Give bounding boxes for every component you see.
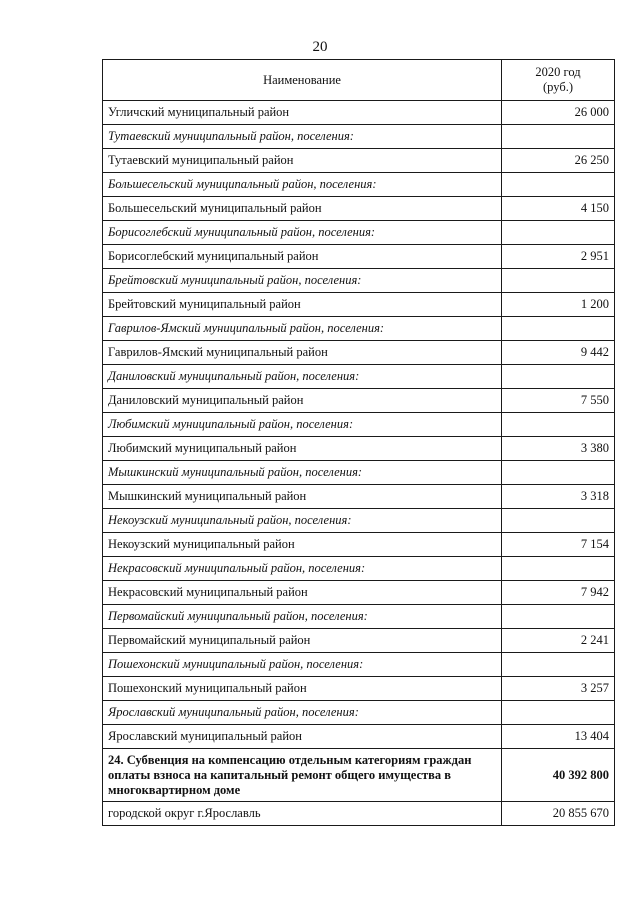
row-name: Большесельский муниципальный район — [103, 197, 502, 221]
row-value — [502, 173, 615, 197]
row-value: 2 241 — [502, 629, 615, 653]
table-row — [103, 293, 615, 317]
row-value: 4 150 — [502, 197, 615, 221]
row-name: Пошехонский муниципальный район, поселения: — [103, 653, 502, 677]
row-name: Даниловский муниципальный район, поселения: — [103, 365, 502, 389]
table-row — [103, 533, 615, 557]
row-name: Некрасовский муниципальный район — [103, 581, 502, 605]
row-name: Большесельский муниципальный район, поселения: — [103, 173, 502, 197]
row-name: Первомайский муниципальный район — [103, 629, 502, 653]
table-row — [103, 701, 615, 725]
row-name: Ярославский муниципальный район — [103, 725, 502, 749]
table-row — [103, 197, 615, 221]
table-row — [103, 413, 615, 437]
table-row — [103, 149, 615, 173]
table-row — [103, 365, 615, 389]
row-value: 7 942 — [502, 581, 615, 605]
row-name: Любимский муниципальный район — [103, 437, 502, 461]
header-year — [502, 60, 615, 101]
row-value — [502, 317, 615, 341]
row-value: 2 951 — [502, 245, 615, 269]
table-row — [103, 629, 615, 653]
table-row — [103, 269, 615, 293]
row-value: 7 550 — [502, 389, 615, 413]
header-name: Наименование — [103, 60, 502, 101]
row-value — [502, 509, 615, 533]
row-value: 3 318 — [502, 485, 615, 509]
table-row — [103, 605, 615, 629]
row-value — [502, 605, 615, 629]
row-value — [502, 413, 615, 437]
row-name: Некрасовский муниципальный район, поселения: — [103, 557, 502, 581]
row-value — [502, 125, 615, 149]
table-row — [103, 245, 615, 269]
table-row — [103, 125, 615, 149]
table-row — [103, 101, 615, 125]
row-name: Любимский муниципальный район, поселения: — [103, 413, 502, 437]
row-value: 7 154 — [502, 533, 615, 557]
row-name: Гаврилов-Ямский муниципальный район, поселения: — [103, 317, 502, 341]
row-value — [502, 365, 615, 389]
row-value — [502, 221, 615, 245]
row-value — [502, 701, 615, 725]
table-header-row — [103, 60, 615, 101]
row-name: городской округ г.Ярославль — [103, 802, 502, 826]
header-year-label: 2020 год — [535, 65, 581, 79]
table-row — [103, 173, 615, 197]
row-name: Тутаевский муниципальный район, поселения: — [103, 125, 502, 149]
table-row — [103, 581, 615, 605]
page-number: 20 — [312, 39, 328, 55]
row-name: Угличский муниципальный район — [103, 101, 502, 125]
row-name: Брейтовский муниципальный район — [103, 293, 502, 317]
table-row — [103, 341, 615, 365]
row-name: Борисоглебский муниципальный район, поселения: — [103, 221, 502, 245]
table-row — [103, 653, 615, 677]
row-name: Некоузский муниципальный район — [103, 533, 502, 557]
row-value — [502, 557, 615, 581]
row-name: Брейтовский муниципальный район, поселения: — [103, 269, 502, 293]
table-row — [103, 221, 615, 245]
table-row — [103, 802, 615, 826]
table-row — [103, 317, 615, 341]
table-row — [103, 677, 615, 701]
table-body — [103, 101, 615, 826]
row-value: 26 000 — [502, 101, 615, 125]
row-name: Мышкинский муниципальный район — [103, 485, 502, 509]
table-row — [103, 557, 615, 581]
row-name: Пошехонский муниципальный район — [103, 677, 502, 701]
row-name: Борисоглебский муниципальный район — [103, 245, 502, 269]
table-row-subvention — [103, 749, 615, 802]
row-name: 24. Субвенция на компенсацию отдельным категориям граждан оплаты взноса на капитальный ремонт общего имущества в многоквартирном доме — [103, 749, 502, 802]
table-row — [103, 485, 615, 509]
row-name: Ярославский муниципальный район, поселения: — [103, 701, 502, 725]
row-value: 20 855 670 — [502, 802, 615, 826]
row-value: 1 200 — [502, 293, 615, 317]
row-value — [502, 653, 615, 677]
row-value: 13 404 — [502, 725, 615, 749]
table-row — [103, 509, 615, 533]
row-name: Даниловский муниципальный район — [103, 389, 502, 413]
table-row — [103, 725, 615, 749]
row-value: 3 257 — [502, 677, 615, 701]
budget-table — [102, 59, 615, 826]
row-value: 9 442 — [502, 341, 615, 365]
row-name: Некоузский муниципальный район, поселения: — [103, 509, 502, 533]
row-value: 40 392 800 — [502, 749, 615, 802]
row-value — [502, 461, 615, 485]
table-row — [103, 437, 615, 461]
row-name: Мышкинский муниципальный район, поселения: — [103, 461, 502, 485]
row-name: Тутаевский муниципальный район — [103, 149, 502, 173]
row-name: Первомайский муниципальный район, поселения: — [103, 605, 502, 629]
table-row — [103, 389, 615, 413]
table-row — [103, 461, 615, 485]
row-value: 26 250 — [502, 149, 615, 173]
row-name: Гаврилов-Ямский муниципальный район — [103, 341, 502, 365]
header-unit-label: (руб.) — [543, 80, 573, 94]
row-value: 3 380 — [502, 437, 615, 461]
row-value — [502, 269, 615, 293]
